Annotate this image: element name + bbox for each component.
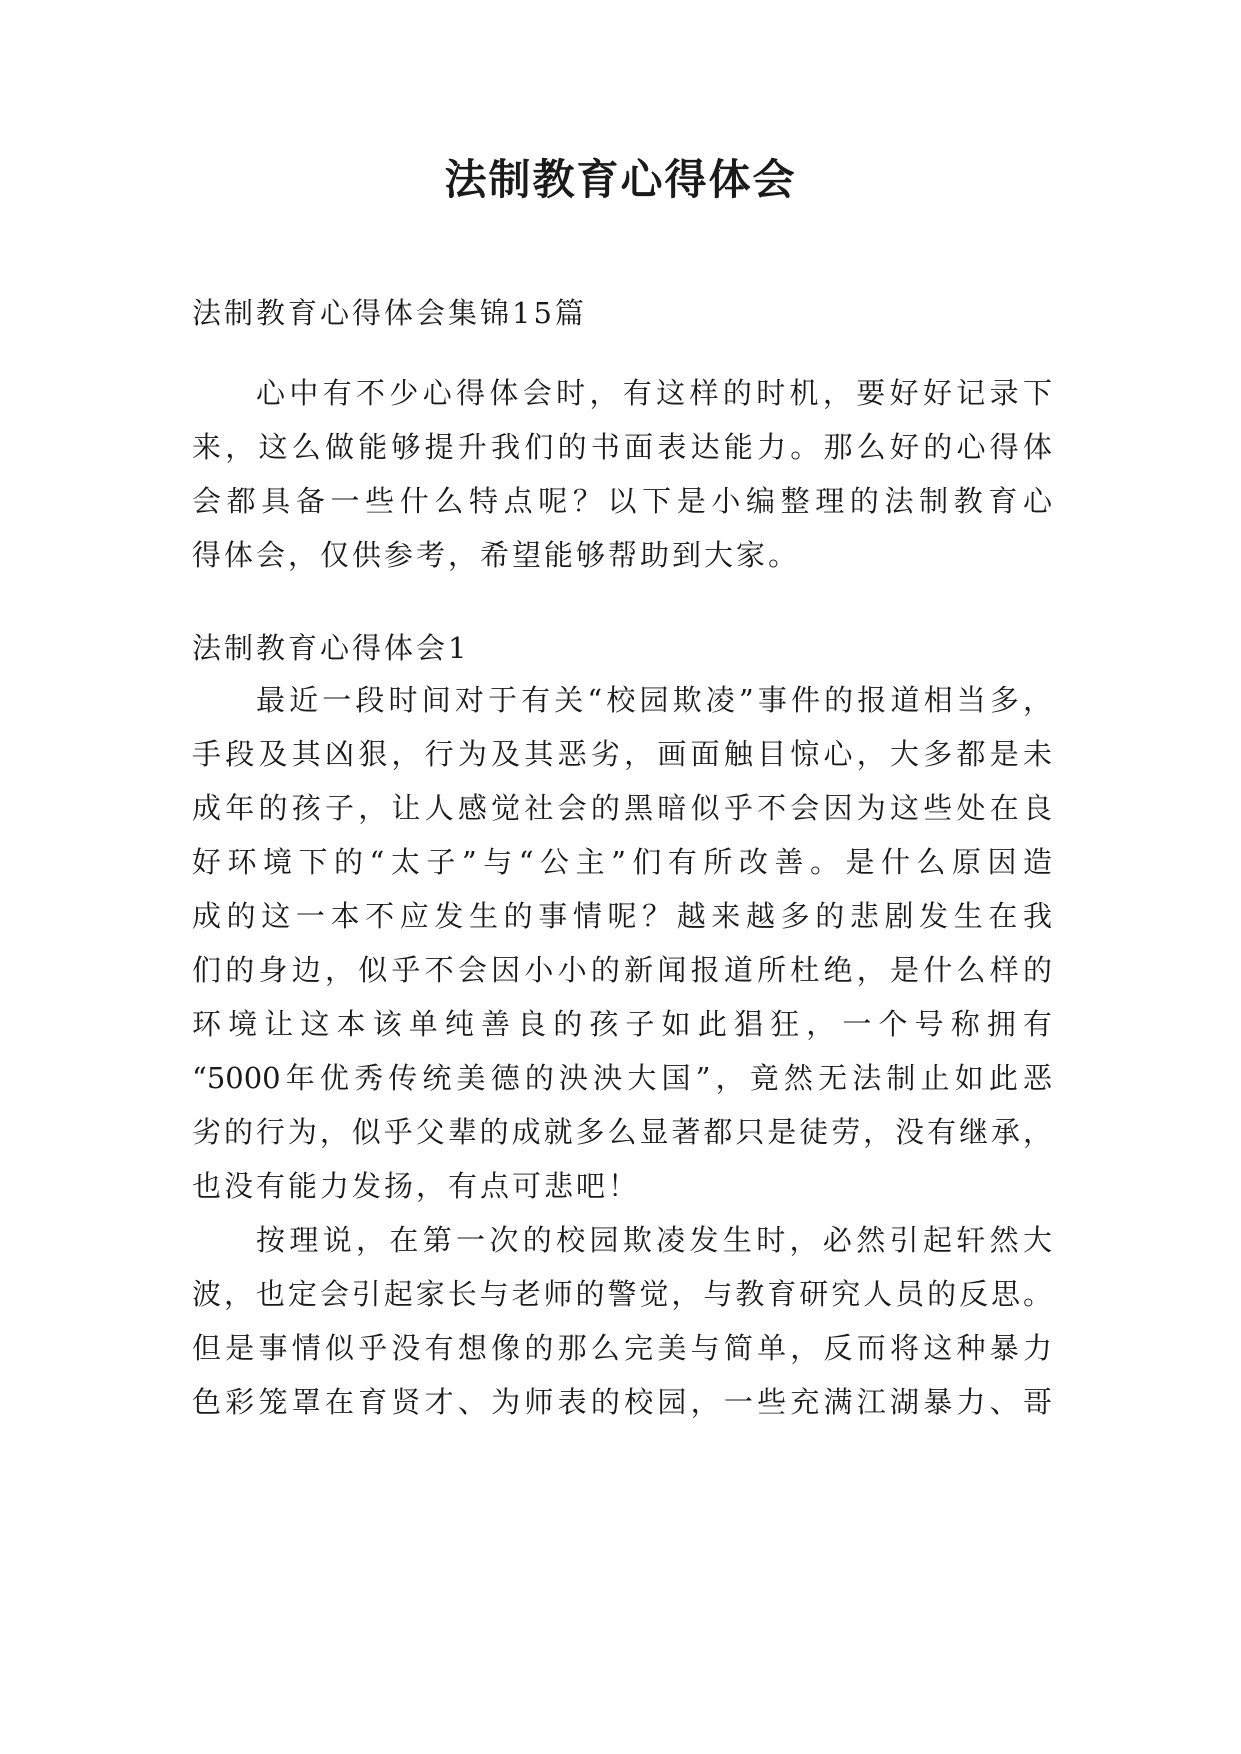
body-line: “5000年优秀传统美德的泱泱大国”，竟然无法制止如此恶: [192, 1061, 1052, 1095]
body-line: 手段及其凶狠，行为及其恶劣，画面触目惊心，大多都是未: [192, 737, 1052, 771]
body-line: 色彩笼罩在育贤才、为师表的校园，一些充满江湖暴力、哥: [192, 1385, 1052, 1419]
body-line: 最近一段时间对于有关“校园欺凌”事件的报道相当多，: [256, 683, 1052, 717]
body-line: 劣的行为，似乎父辈的成就多么显著都只是徒劳，没有继承，: [192, 1115, 1052, 1149]
body-line: 也没有能力发扬，有点可悲吧！: [192, 1169, 641, 1203]
intro-line: 会都具备一些什么特点呢？以下是小编整理的法制教育心: [192, 484, 1052, 518]
body-line: 成年的孩子，让人感觉社会的黑暗似乎不会因为这些处在良: [192, 791, 1052, 825]
intro-line: 来，这么做能够提升我们的书面表达能力。那么好的心得体: [192, 430, 1052, 464]
body-line: 成的这一本不应发生的事情呢？越来越多的悲剧发生在我: [192, 899, 1052, 933]
document-subtitle: 法制教育心得体会集锦15篇: [192, 296, 587, 330]
body-line: 波，也定会引起家长与老师的警觉，与教育研究人员的反思。: [192, 1277, 1052, 1311]
body-line: 环境让这本该单纯善良的孩子如此猖狂，一个号称拥有: [192, 1007, 1052, 1041]
document-title: 法制教育心得体会: [444, 155, 797, 204]
body-line: 按理说，在第一次的校园欺凌发生时，必然引起轩然大: [256, 1223, 1052, 1257]
section-heading: 法制教育心得体会1: [192, 631, 470, 665]
intro-line: 心中有不少心得体会时，有这样的时机，要好好记录下: [256, 376, 1052, 410]
body-line: 好环境下的“太子”与“公主”们有所改善。是什么原因造: [192, 845, 1052, 879]
body-line: 但是事情似乎没有想像的那么完美与简单，反而将这种暴力: [192, 1331, 1052, 1365]
intro-line: 得体会，仅供参考，希望能够帮助到大家。: [192, 538, 801, 572]
body-line: 们的身边，似乎不会因小小的新闻报道所杜绝，是什么样的: [192, 953, 1052, 987]
